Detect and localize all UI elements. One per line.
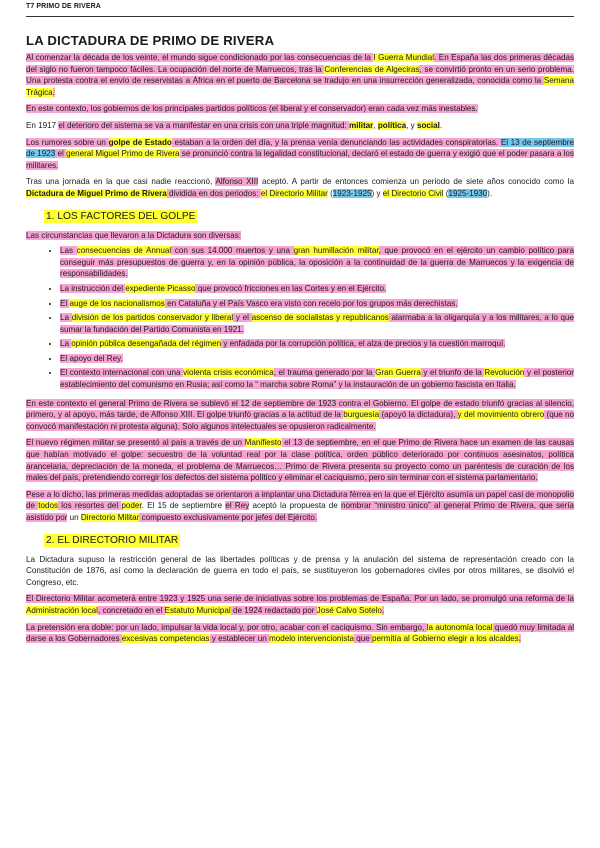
text-run: La pretensión era doble: por un lado, impulsar la vida local y, por otro, acabar con el caciquismo. Sin embargo, bbox=[26, 622, 427, 632]
text-run: enfadada bbox=[229, 339, 264, 349]
highlight-party-division: división de los partidos conservador y liberal bbox=[71, 313, 234, 323]
text-run: los resortes del bbox=[58, 501, 122, 511]
highlight-eleccion-alcaldes: permitía al Gobierno elegir a los alcaldes bbox=[372, 634, 519, 644]
section-heading-directorio bbox=[44, 534, 574, 547]
text-run: alarmaba a la oligarquía y a los militares, a lo que sumar la fundación del Partido Comunista en 1921. bbox=[60, 313, 575, 334]
highlight-directorio-civil: el Directorio Civil bbox=[382, 188, 444, 198]
keyword-politica: política bbox=[377, 120, 407, 130]
text-run: se pronunció contra la legalidad constitucional, declaró el estado de guerra y exigió que el poder pasara a los militares. bbox=[26, 149, 574, 170]
factors-list bbox=[26, 245, 574, 391]
text-run: ) y bbox=[371, 188, 383, 198]
highlight-todos: todos bbox=[38, 501, 59, 511]
text-run: ( bbox=[443, 188, 449, 198]
paragraph-local-reform bbox=[26, 593, 574, 616]
list-item bbox=[60, 367, 574, 390]
date-range-civil: 1925-1930 bbox=[448, 188, 488, 198]
highlight-first-world-war: I Guerra Mundial bbox=[373, 53, 435, 62]
section-heading-label: 2. EL DIRECTORIO MILITAR bbox=[46, 534, 179, 546]
keyword-militar: militar bbox=[349, 120, 374, 130]
text-run: , que provocó en el ejército un cambio político para conseguir más presupuestos de guerra y, en la opinión pública, la oposición a la continuidad de la guerra de Marruecos y la exigencia de responsabilidades. bbox=[60, 246, 574, 279]
text-run: (apoyó la dictadura), bbox=[379, 410, 458, 420]
highlight-administracion-local: Administración local bbox=[26, 605, 98, 615]
list-item bbox=[60, 283, 574, 295]
text-run: dividida en dos periodos: bbox=[166, 188, 261, 198]
highlight-poder: poder bbox=[121, 501, 142, 511]
text-run: por la corrupción política, el alza de precios y la cuestión marroquí. bbox=[263, 339, 506, 349]
text-run: Las circunstancias que llevaron a la Dictadura son diversas: bbox=[26, 230, 242, 240]
intro-highlight bbox=[26, 53, 574, 97]
highlight-directorio-militar: el Directorio Militar bbox=[260, 188, 328, 198]
text-run: . bbox=[439, 120, 443, 130]
text-run: La Dictadura supuso la restricción general de las libertades políticas y de prensa y la anulación del sistema de representación creado con la Constitución de 1876, así como la declaración de guerra en todo el país, se sustituyeron los gobernadores civiles por otros militares, se disolvió el Congreso, etc. bbox=[26, 554, 574, 587]
highlight-estatuto-municipal: Estatuto Municipal bbox=[164, 605, 231, 615]
text-run: , el trauma generado por la bbox=[273, 368, 376, 378]
text-run: que provocó fricciones en las Cortes y en el Ejército. bbox=[195, 283, 387, 293]
list-item bbox=[60, 298, 574, 310]
text-run: , concretado en el bbox=[97, 605, 165, 615]
text-run: y el triunfo de la bbox=[420, 368, 485, 378]
text-run: El Directorio Militar acometerá entre 1923 y 1925 una serie de iniciativas sobre los problemas de España. Por un lado, se promulgó una reforma de la bbox=[26, 594, 574, 604]
highlight-excesivas-competencias: excesivas competencias bbox=[121, 634, 210, 644]
text-run: (que no convocó manifestación ni protesta alguna). Solo algunos intelectuales se opusieron radicalmente. bbox=[26, 410, 575, 431]
highlight-picasso: expediente Picasso bbox=[125, 283, 196, 293]
text-run: y el posterior establecimiento del comunismo en Rusia; así como la “ marcha sobre Roma” y la instauración de un gobierno fascista en Italia. bbox=[60, 368, 574, 390]
keyword-dictadura: Dictadura de Miguel Primo de Rivera bbox=[26, 188, 167, 198]
text-run: Tras una jornada en la que casi nadie reaccionó, bbox=[26, 177, 216, 187]
highlight-revolucion: Revolución bbox=[484, 368, 525, 378]
text-run: aceptó la propuesta de bbox=[249, 501, 342, 511]
highlight-ministro-unico: nombrar “ministro único” bbox=[341, 501, 431, 511]
text-run: La instrucción del bbox=[60, 283, 126, 293]
paragraph-factors-lead bbox=[26, 230, 574, 242]
highlight-humiliation: gran humillación militar bbox=[293, 246, 379, 256]
paragraph-coup-success bbox=[26, 398, 574, 433]
keyword-social: social bbox=[416, 120, 440, 130]
highlight-socialists: ascenso de socialistas y republicanos bbox=[251, 313, 389, 323]
header-rule bbox=[26, 16, 574, 17]
text-run: Las bbox=[60, 246, 77, 256]
highlight-primo-de-rivera: general Miguel Primo de Rivera bbox=[66, 149, 180, 159]
text-run: , bbox=[373, 120, 378, 130]
paragraph-coup-rumors bbox=[26, 137, 574, 172]
text-run: La bbox=[60, 313, 72, 323]
list-item bbox=[60, 245, 574, 280]
section-heading-factores bbox=[44, 210, 574, 223]
text-run: En este contexto el general Primo de Rivera se sublevó el 12 de septiembre de 1923 contra el Gobierno. El golpe de estado triunfó gracias al silencio, primero, y al apoyo, más tarde, de Alfonso XIII. El golpe triunfó gracias a la actitud de la bbox=[26, 398, 574, 420]
paragraph-manifesto bbox=[26, 437, 574, 483]
text-run: . El 15 de septiembre bbox=[141, 501, 226, 511]
text-run: que bbox=[354, 634, 373, 644]
context-highlight: En este contexto, los gobiernos de los principales partidos políticos (el liberal y el conservador) eran cada vez más inestables. bbox=[26, 104, 478, 114]
date-range-military: 1923-1925 bbox=[332, 188, 372, 198]
text-run: Pese a lo dicho, las primeras medidas adoptadas se orientaron a implantar una Dictadura férrea en la que el Ejército asumía un papel casi de monopolio de bbox=[26, 489, 574, 511]
running-header: T7 PRIMO DE RIVERA bbox=[26, 3, 101, 10]
text-run: y establecer un bbox=[209, 634, 269, 644]
list-item bbox=[60, 338, 574, 350]
highlight-public-opinion: opinión pública desengañada del régimen bbox=[71, 339, 222, 349]
highlight-manifiesto: Manifiesto bbox=[244, 438, 282, 448]
highlight-el-rey: el Rey bbox=[225, 501, 250, 511]
highlight-workers-movement: y del movimiento obrero bbox=[457, 410, 545, 420]
document-body bbox=[26, 52, 574, 650]
text-run: , se convirtió pronto en un serio problema. Una protesta contra el envío de reservistas a África en el puerto de Barcelona se tradujo en una insurrección generalizada, conocida como la bbox=[26, 64, 574, 86]
crisis-highlight: el deterioro del sistema se va a manifestar en una crisis con una triple magnitud: bbox=[58, 120, 350, 130]
text-run: que sería asistido por bbox=[26, 501, 574, 522]
text-run: en Cataluña y el País Vasco era visto con recelo por los grupos más derechistas. bbox=[164, 298, 458, 308]
highlight-annual: consecuencias de Annual bbox=[76, 246, 172, 256]
highlight-calvo-sotelo: José Calvo Sotelo bbox=[316, 605, 382, 615]
text-run: aceptó. A partir de entonces comienza un periodo de siete años conocido como la bbox=[258, 177, 574, 187]
text-run: Los rumores sobre un bbox=[26, 137, 109, 147]
text-run: El apoyo del Rey. bbox=[60, 353, 123, 363]
highlight-modelo-intervencionista: modelo intervencionista bbox=[268, 634, 355, 644]
highlight-economic-crisis: violenta crisis económica bbox=[183, 368, 274, 378]
paragraph-context bbox=[26, 103, 574, 115]
text-run: quedó muy limitada al darse a los Gobernadores bbox=[26, 622, 574, 644]
text-run: ). bbox=[487, 188, 493, 198]
section-heading-label: 1. LOS FACTORES DEL GOLPE bbox=[46, 210, 196, 222]
text-run: Al comenzar la década de los veinte, el mundo sigue condicionado por las consecuencias de la bbox=[26, 53, 374, 62]
text-run: . bbox=[518, 634, 521, 644]
paragraph-1917-crisis bbox=[26, 120, 574, 132]
paragraph-local-autonomy bbox=[26, 622, 574, 645]
text-run: y bbox=[221, 339, 230, 349]
text-run: El nuevo régimen militar se presentó al país a través de un bbox=[26, 438, 245, 448]
document-title: LA DICTADURA DE PRIMO DE RIVERA bbox=[26, 33, 275, 48]
highlight-alfonso-xiii: Alfonso XIII bbox=[215, 177, 259, 187]
text-run: El contexto internacional con una bbox=[60, 368, 184, 378]
text-run: y el bbox=[233, 313, 252, 323]
text-run: el 13 de septiembre, en el que Primo de Rivera hace un examen de las causas que habían motivado el golpe: secuestro de la voluntad real por la clase política, orden público deteriorado por continuos asesinatos, política arancelaria, depreciación de la moneda, el problema de Marruecos… Primo de Rivera presenta su proyecto como un paréntesis de curación de los males del país, pretendiendo corregir los defectos del sistema político y eliminar el caciquismo, pero sin terminar con el sistema parlamentario. bbox=[26, 438, 574, 483]
highlight-burguesia: burguesía bbox=[343, 410, 380, 420]
text-run: . En España las dos primeras décadas del siglo no fueron tampoco fáciles. La ocupación del norte de Marruecos, tras la bbox=[26, 53, 574, 74]
text-run: el bbox=[55, 149, 67, 159]
list-item bbox=[60, 353, 574, 365]
highlight-directorio-militar-2: Directorio Militar bbox=[80, 513, 140, 522]
text-run: un bbox=[67, 513, 81, 522]
paragraph-periods bbox=[26, 176, 574, 199]
text-run: . bbox=[52, 87, 55, 97]
text-run: La bbox=[60, 339, 72, 349]
text-run: , y bbox=[406, 120, 417, 130]
text-run: de 1924 redactado por bbox=[230, 605, 317, 615]
highlight-autonomia-local: la autonomía local bbox=[426, 622, 493, 632]
text-run: al general Primo de Rivera, bbox=[430, 501, 540, 511]
highlight-algeciras: Conferencias de Algeciras bbox=[324, 64, 420, 74]
text-run: El bbox=[60, 298, 70, 308]
highlight-semana-tragica: Semana Trágica bbox=[26, 76, 574, 97]
highlight-nationalisms: auge de los nacionalismos bbox=[69, 298, 165, 308]
date-highlight: El 13 de septiembre de 1923 bbox=[26, 137, 574, 159]
text-run: compuesto exclusivamente por jefes del Ejército. bbox=[139, 513, 318, 522]
highlight-gran-guerra: Gran Guerra bbox=[375, 368, 421, 378]
text-run: En 1917 bbox=[26, 120, 59, 130]
text-run: con sus 14.000 muertos y una bbox=[171, 246, 294, 256]
text-run: estaban a la orden del día, y la prensa venía denunciando las actividades conspiratorias. bbox=[171, 137, 501, 147]
paragraph-restrictions bbox=[26, 554, 574, 589]
paragraph-intro bbox=[26, 52, 574, 98]
text-run: . bbox=[381, 605, 385, 615]
list-item bbox=[60, 312, 574, 335]
keyword-golpe-de-estado: golpe de Estado bbox=[108, 137, 172, 147]
paragraph-first-measures bbox=[26, 489, 574, 524]
text-run: ( bbox=[327, 188, 333, 198]
